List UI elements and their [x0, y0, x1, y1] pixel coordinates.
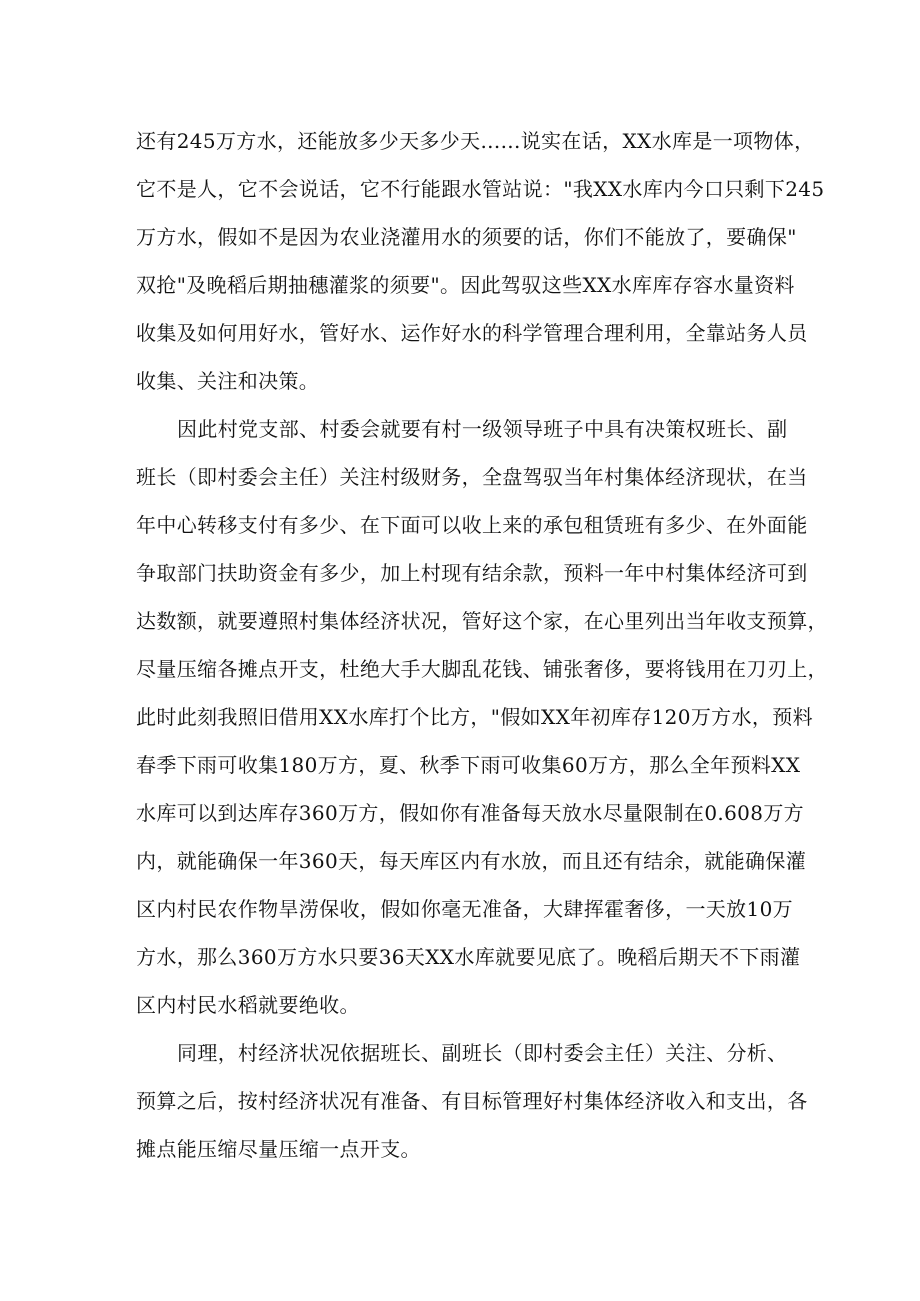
paragraph-1-line-3: 万方水，假如不是因为农业浇灌用水的须要的话，你们不能放了，要确保" [136, 225, 797, 249]
paragraph-2-line-1: 因此村党支部、村委会就要有村一级领导班子中具有决策权班长、副 [177, 417, 788, 441]
paragraph-2-line-3: 年中心转移支付有多少、在下面可以收上来的承包租赁班有多少、在外面能 [136, 513, 808, 537]
paragraph-2-line-6: 尽量压缩各摊点开支，杜绝大手大脚乱花钱、铺张奢侈，要将钱用在刀刃上， [136, 657, 828, 681]
paragraph-2-line-13: 区内村民水稻就要绝收。 [136, 993, 360, 1017]
paragraph-2-line-8: 春季下雨可收集180万方，夏、秋季下雨可收集60万方，那么全年预料XX [136, 753, 801, 777]
paragraph-2-line-5: 达数额，就要遵照村集体经济状况，管好这个家，在心里列出当年收支预算， [136, 609, 828, 633]
paragraph-2-line-12: 方水，那么360万方水只要36天XX水库就要见底了。晚稻后期天不下雨灌 [136, 945, 801, 969]
paragraph-1-line-4: 双抢"及晚稻后期抽穗灌浆的须要"。因此驾驭这些XX水库库存容水量资料 [136, 273, 795, 297]
paragraph-3-line-1: 同理，村经济状况依据班长、副班长（即村委会主任）关注、分析、 [177, 1041, 788, 1065]
paragraph-2-line-11: 区内村民农作物旱涝保收，假如你毫无准备，大肆挥霍奢侈，一天放10万 [136, 897, 793, 921]
paragraph-2-line-9: 水库可以到达库存360万方，假如你有准备每天放水尽量限制在0.608万方 [136, 801, 805, 825]
paragraph-1-line-6: 收集、关注和决策。 [136, 369, 320, 393]
paragraph-1-line-2: 它不是人，它不会说话，它不行能跟水管站说："我XX水库内今口只剩下245 [136, 177, 825, 201]
paragraph-2-line-10: 内，就能确保一年360天，每天库区内有水放，而且还有结余，就能确保灌 [136, 849, 807, 873]
paragraph-2-line-7: 此时此刻我照旧借用XX水库打个比方，"假如XX年初库存120万方水，预料 [136, 705, 813, 729]
paragraph-2-line-4: 争取部门扶助资金有多少，加上村现有结余款，预料一年中村集体经济可到 [136, 561, 808, 585]
paragraph-3-line-3: 摊点能压缩尽量压缩一点开支。 [136, 1137, 421, 1161]
paragraph-3-line-2: 预算之后，按村经济状况有准备、有目标管理好村集体经济收入和支出，各 [136, 1089, 808, 1113]
paragraph-1-line-1: 还有245万方水，还能放多少天多少天......说实在话，XX水库是一项物体， [136, 129, 815, 153]
paragraph-1-line-5: 收集及如何用好水，管好水、运作好水的科学管理合理利用，全靠站务人员 [136, 321, 808, 345]
paragraph-2-line-2: 班长（即村委会主任）关注村级财务，全盘驾驭当年村集体经济现状，在当 [136, 465, 808, 489]
